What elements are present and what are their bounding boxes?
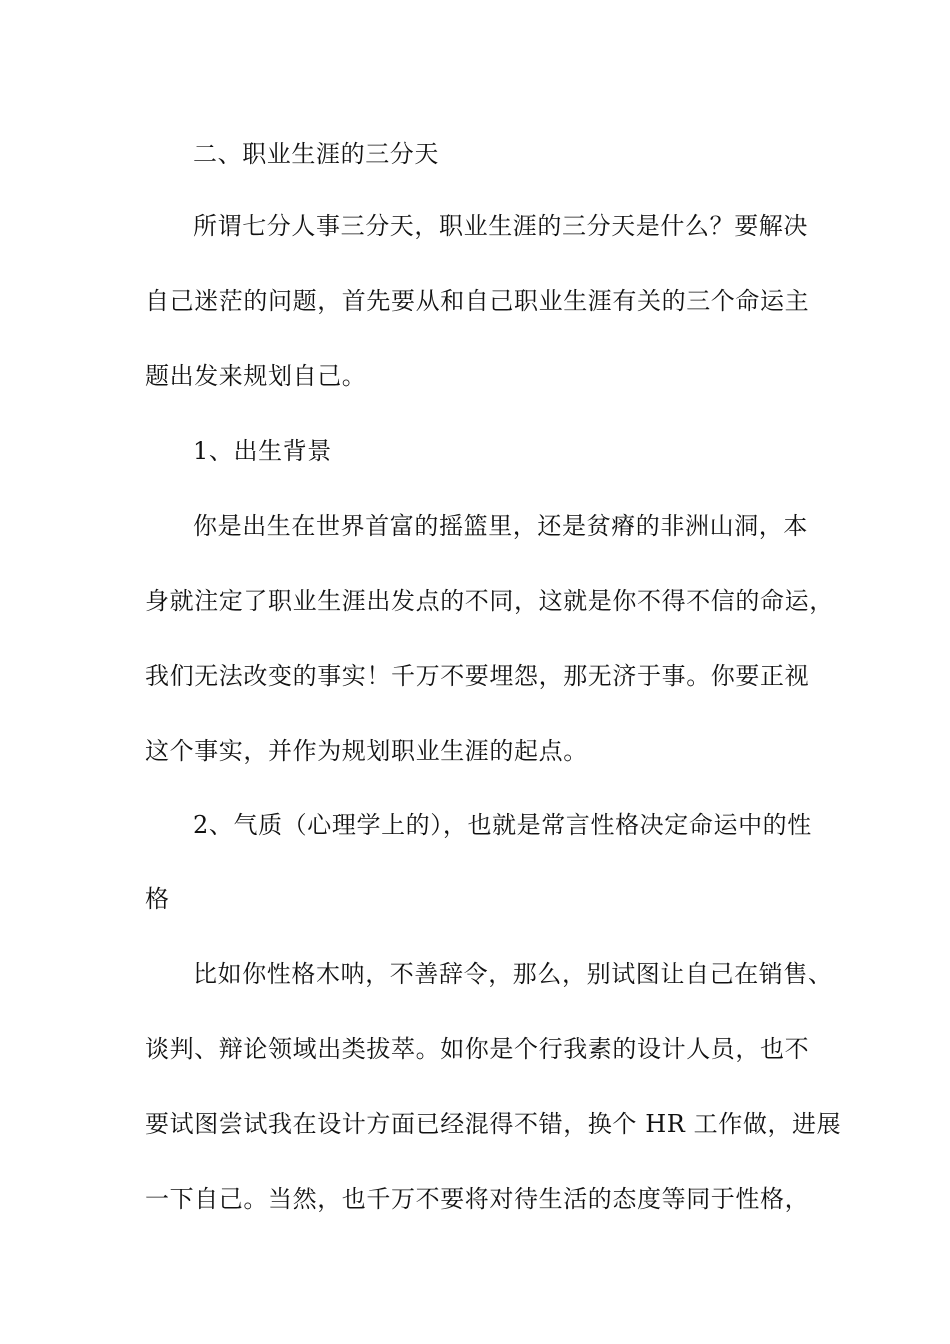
paragraph-line: 我们无法改变的事实！千万不要埋怨，那无济于事。你要正视 [145,662,810,690]
paragraph-line: 所谓七分人事三分天，职业生涯的三分天是什么？要解决 [193,212,808,240]
paragraph-line: 一下自己。当然，也千万不要将对待生活的态度等同于性格， [145,1185,810,1213]
paragraph-line: 你是出生在世界首富的摇篮里，还是贫瘠的非洲山洞，本 [193,512,808,540]
paragraph-line: 要试图尝试我在设计方面已经混得不错，换个 HR 工作做，进展 [145,1110,842,1138]
paragraph-line: 身就注定了职业生涯出发点的不同，这就是你不得不信的命运， [145,587,834,615]
paragraph-line: 这个事实，并作为规划职业生涯的起点。 [145,737,588,765]
subsection-heading-continued: 格 [145,885,170,913]
paragraph-line: 自己迷茫的问题，首先要从和自己职业生涯有关的三个命运主 [145,287,810,315]
paragraph-line: 谈判、辩论领域出类拔萃。如你是个行我素的设计人员，也不 [145,1035,810,1063]
subsection-heading: 1、出生背景 [193,437,332,465]
section-heading: 二、职业生涯的三分天 [193,140,439,168]
paragraph-line: 题出发来规划自己。 [145,362,367,390]
subsection-heading: 2、气质（心理学上的），也就是常言性格决定命运中的性 [193,811,812,839]
paragraph-line: 比如你性格木呐，不善辞令，那么，别试图让自己在销售、 [193,960,833,988]
